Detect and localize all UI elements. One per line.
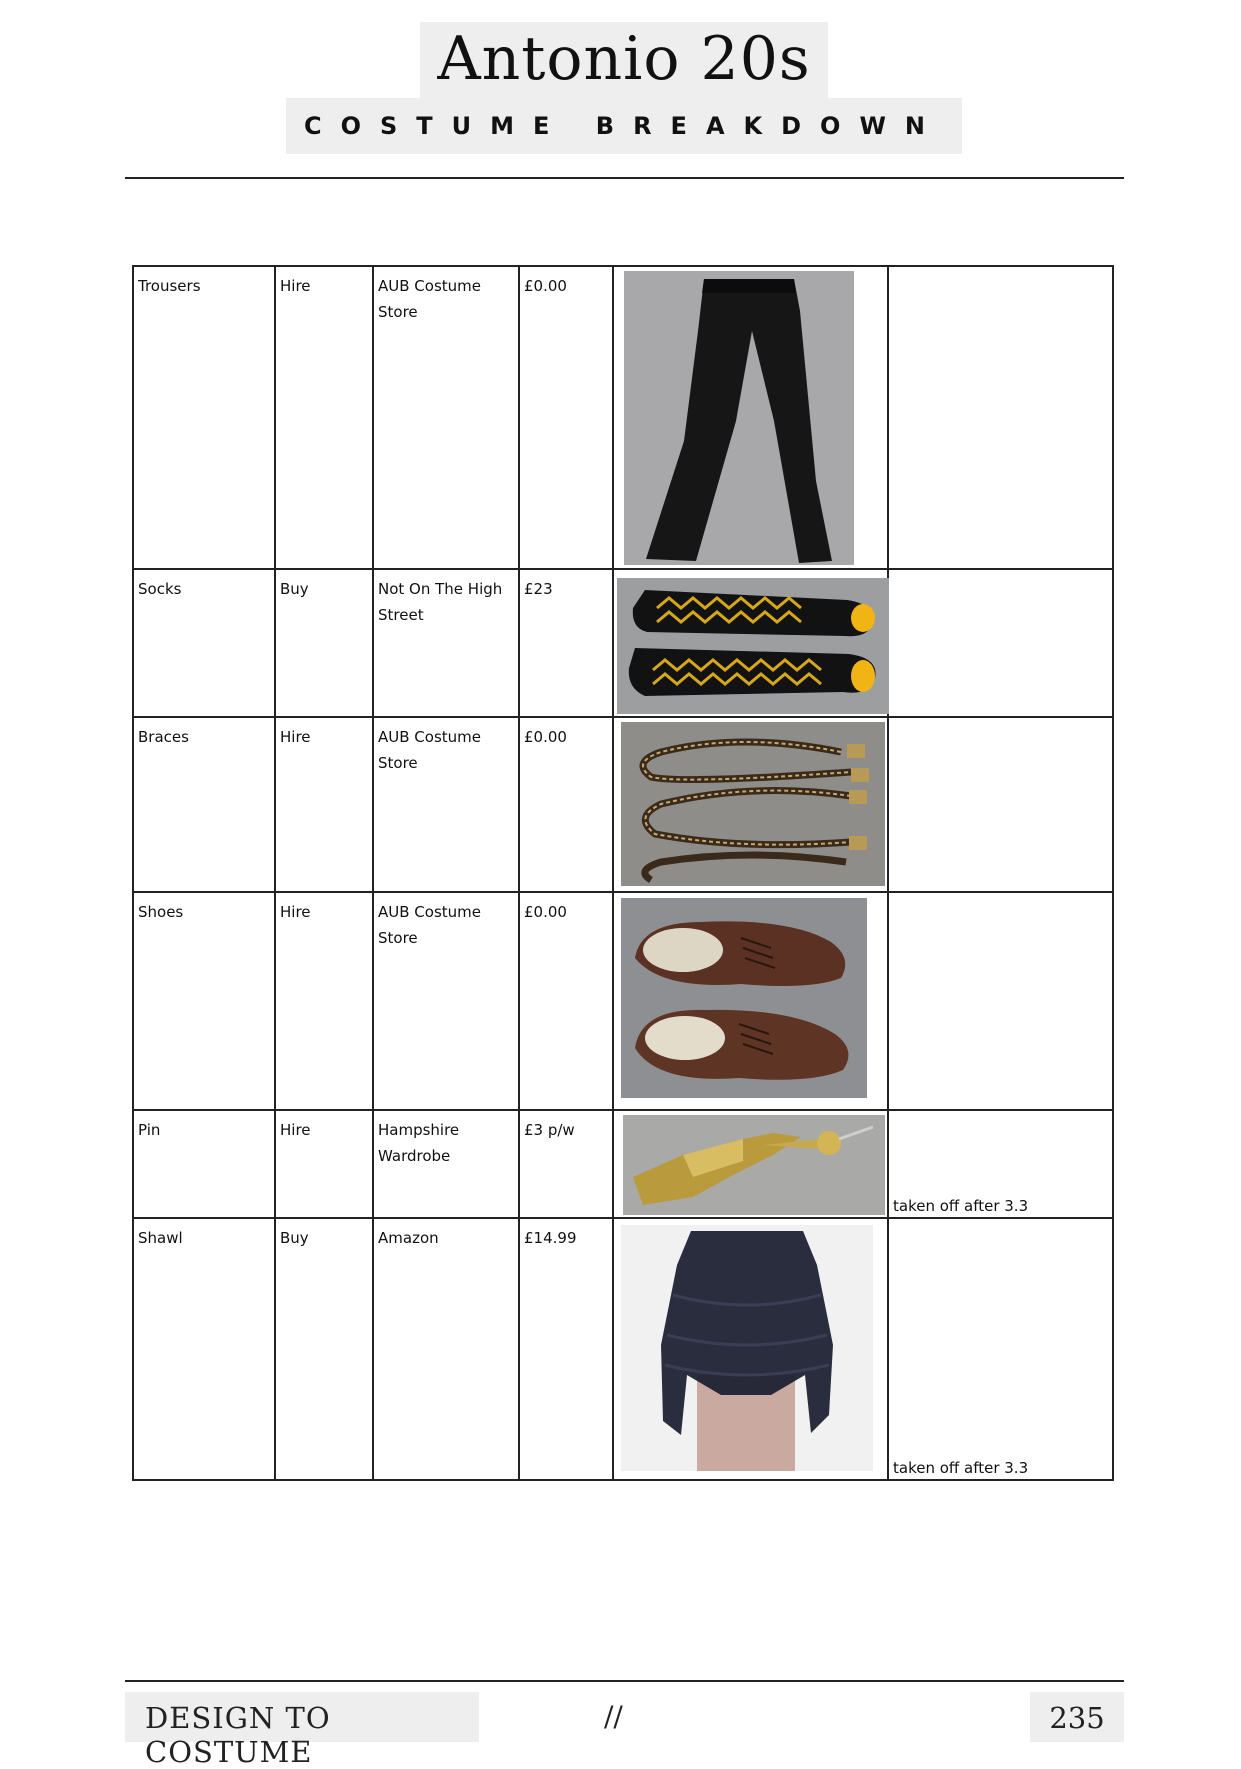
note-cell: taken off after 3.3	[888, 1110, 1113, 1218]
item-cell: Pin	[133, 1110, 275, 1218]
page-number: 235	[1049, 1701, 1105, 1735]
image-cell	[613, 1218, 888, 1480]
socks-photo	[617, 578, 889, 714]
source-cell: AUB Costume Store	[373, 717, 519, 892]
note-cell	[888, 892, 1113, 1110]
footer-label: DESIGN TO COSTUME	[145, 1701, 331, 1769]
table-row	[133, 892, 1113, 1110]
shawl-photo	[621, 1225, 873, 1471]
cost-cell: £3 p/w	[519, 1110, 613, 1218]
image-cell	[613, 892, 888, 1110]
footer-separator: //	[604, 1700, 623, 1733]
trousers-photo	[624, 271, 854, 565]
item-cell: Shoes	[133, 892, 275, 1110]
item-cell: Socks	[133, 569, 275, 717]
cost-cell: £14.99	[519, 1218, 613, 1480]
source-cell: AUB Costume Store	[373, 266, 519, 569]
page-title: Antonio 20s	[437, 24, 811, 94]
table-row	[133, 717, 1113, 892]
table-row	[133, 569, 1113, 717]
cost-cell: £0.00	[519, 892, 613, 1110]
footer-divider	[125, 1680, 1124, 1682]
item-cell: Braces	[133, 717, 275, 892]
subtitle-box	[286, 98, 962, 154]
image-cell	[613, 717, 888, 892]
cost-cell: £23	[519, 569, 613, 717]
item-cell: Trousers	[133, 266, 275, 569]
footer-label-box	[125, 1692, 479, 1769]
source-cell: Not On The High Street	[373, 569, 519, 717]
table-row	[133, 1110, 1113, 1218]
image-cell	[613, 266, 888, 569]
pin-photo	[623, 1115, 885, 1215]
header-divider	[125, 177, 1124, 179]
cost-cell: £0.00	[519, 717, 613, 892]
page-number-box	[1030, 1692, 1124, 1742]
table-row	[133, 1218, 1113, 1480]
method-cell: Hire	[275, 1110, 373, 1218]
method-cell: Hire	[275, 892, 373, 1110]
source-cell: AUB Costume Store	[373, 892, 519, 1110]
costume-table	[132, 265, 1114, 1481]
item-cell: Shawl	[133, 1218, 275, 1480]
method-cell: Buy	[275, 1218, 373, 1480]
note-cell	[888, 717, 1113, 892]
note-cell: taken off after 3.3	[888, 1218, 1113, 1480]
shoes-photo	[621, 898, 867, 1098]
image-cell	[613, 1110, 888, 1218]
table-row	[133, 266, 1113, 569]
method-cell: Hire	[275, 266, 373, 569]
note-cell	[888, 266, 1113, 569]
image-cell	[613, 569, 888, 717]
page-subtitle: COSTUME BREAKDOWN	[303, 112, 944, 140]
method-cell: Buy	[275, 569, 373, 717]
source-cell: Amazon	[373, 1218, 519, 1480]
note-cell	[888, 569, 1113, 717]
source-cell: Hampshire Wardrobe	[373, 1110, 519, 1218]
title-box	[420, 22, 828, 98]
method-cell: Hire	[275, 717, 373, 892]
cost-cell: £0.00	[519, 266, 613, 569]
braces-photo	[621, 722, 885, 886]
